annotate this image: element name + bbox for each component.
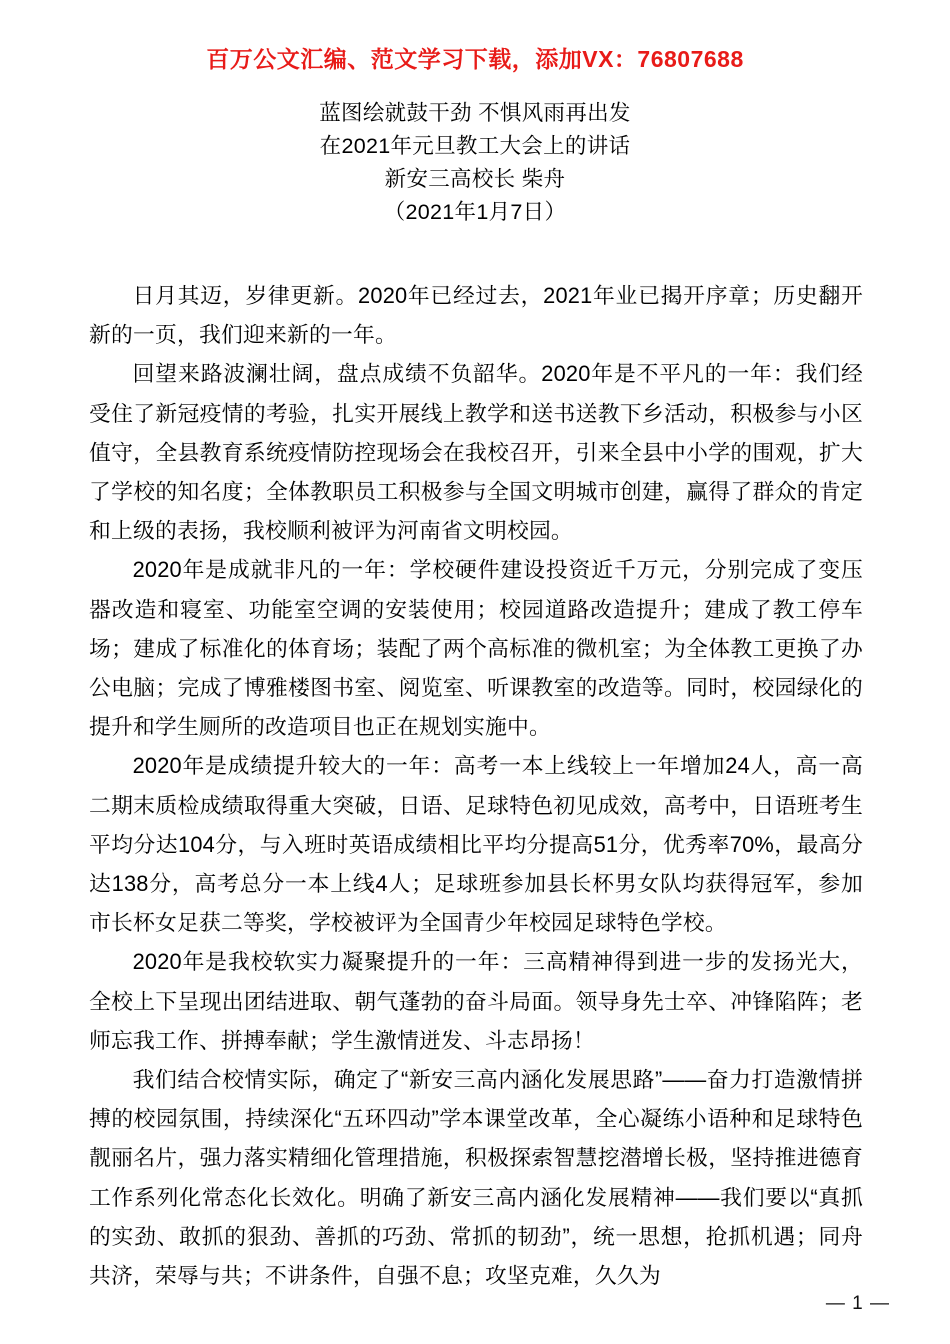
watermark-promo-text: 百万公文汇编、范文学习下载，添加VX：76807688 [206, 46, 744, 72]
title-line-speaker: 新安三高校长 柴舟 [384, 167, 566, 191]
document-body [89, 276, 863, 1295]
title-line-main: 蓝图绘就鼓干劲 不惧风雨再出发 [319, 101, 631, 125]
body-paragraph: 我们结合校情实际，确定了“新安三高内涵化发展思路”——奋力打造激情拼搏的校园氛围，持续深化“五环四动”学本课堂改革，全心凝练小语种和足球特色靓丽名片，强力落实精细化管理措施，积极探索智慧挖潜增长极，坚持推进德育工作系列化常态化长效化。明确了新安三高内涵化发展精神——我们要以“真抓的实劲、敢抓的狠劲、善抓的巧劲、常抓的韧劲”，统一思想，抢抓机遇；同舟共济，荣辱与共；不讲条件，自强不息；攻坚克难，久久为 [89, 1067, 863, 1289]
body-paragraph: 2020年是我校软实力凝聚提升的一年：三高精神得到进一步的发扬光大，全校上下呈现出团结进取、朝气蓬勃的奋斗局面。领导身先士卒、冲锋陷阵；老师忘我工作、拼搏奉献；学生激情迸发、斗志昂扬！ [89, 949, 863, 1053]
body-paragraph: 2020年是成绩提升较大的一年：高考一本上线较上一年增加24人，高一高二期末质检成绩取得重大突破，日语、足球特色初见成效，高考中，日语班考生平均分达104分，与入班时英语成绩相比平均分提高51分，优秀率70%，最高分达138分，高考总分一本上线4人；足球班参加县长杯男女队均获得冠军，参加市长杯女足获二等奖，学校被评为全国青少年校园足球特色学校。 [89, 753, 863, 936]
body-paragraph: 日月其迈，岁律更新。2020年已经过去，2021年业已揭开序章；历史翻开新的一页，我们迎来新的一年。 [89, 283, 863, 348]
title-line-occasion: 在2021年元旦教工大会上的讲话 [319, 134, 631, 158]
body-paragraph: 回望来路波澜壮阔，盘点成绩不负韶华。2020年是不平凡的一年：我们经受住了新冠疫情的考验，扎实开展线上教学和送书送教下乡活动，积极参与小区值守，全县教育系统疫情防控现场会在我校召开，引来全县中小学的围观，扩大了学校的知名度；全体教职员工积极参与全国文明城市创建，赢得了群众的肯定和上级的表扬，我校顺利被评为河南省文明校园。 [89, 361, 863, 544]
document-title-block [0, 97, 950, 229]
body-paragraph: 2020年是成就非凡的一年：学校硬件建设投资近千万元，分别完成了变压器改造和寝室、功能室空调的安装使用；校园道路改造提升；建成了教工停车场；建成了标准化的体育场；装配了两个高标准的微机室；为全体教工更换了办公电脑；完成了博雅楼图书室、阅览室、听课教室的改造等。同时，校园绿化的提升和学生厕所的改造项目也正在规划实施中。 [89, 557, 863, 740]
title-line-date: （2021年1月7日） [383, 200, 567, 224]
page-number-footer: — 1 — [825, 1293, 890, 1314]
